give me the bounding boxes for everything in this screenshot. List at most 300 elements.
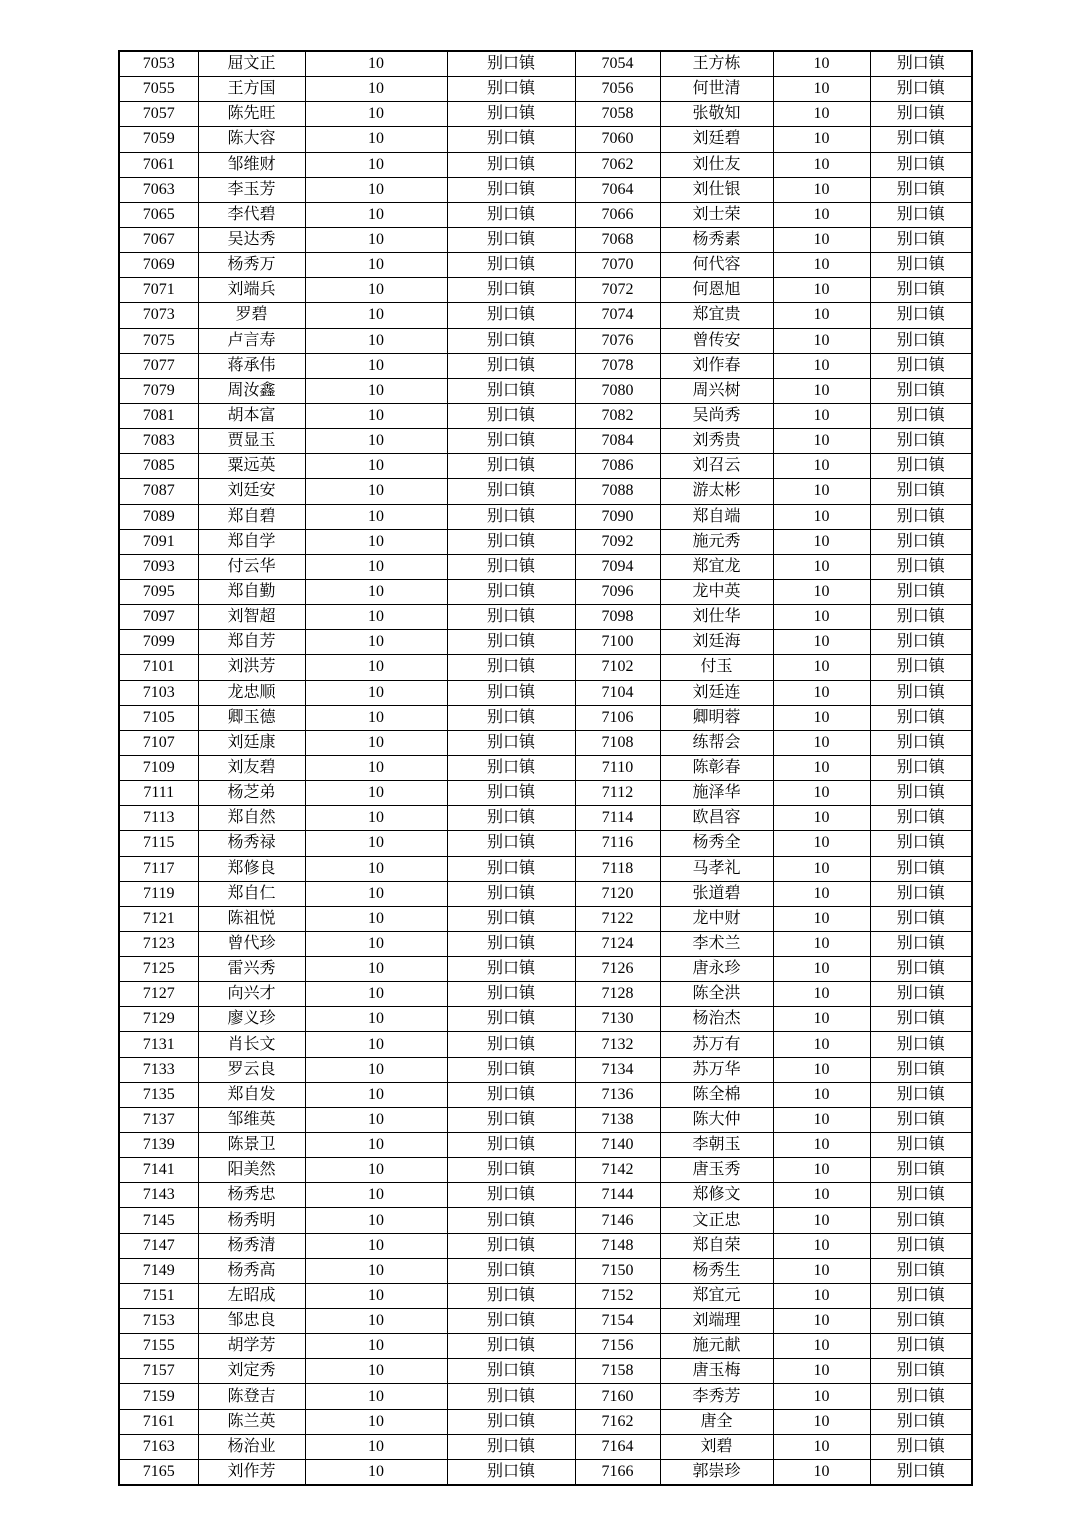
right-id-cell: 7134 — [575, 1057, 660, 1082]
table-row — [119, 856, 972, 881]
right-amount-cell: 10 — [773, 730, 870, 755]
left-name-cell: 郑自然 — [198, 806, 305, 831]
left-amount-cell: 10 — [305, 253, 447, 278]
right-amount-cell: 10 — [773, 378, 870, 403]
left-name-cell: 郑自发 — [198, 1082, 305, 1107]
left-name-cell: 胡本富 — [198, 403, 305, 428]
right-id-cell: 7144 — [575, 1183, 660, 1208]
left-id-cell: 7053 — [119, 51, 198, 77]
left-town-cell: 别口镇 — [447, 1158, 575, 1183]
right-name-cell: 唐玉秀 — [660, 1158, 773, 1183]
left-id-cell: 7133 — [119, 1057, 198, 1082]
left-id-cell: 7081 — [119, 403, 198, 428]
right-town-cell: 别口镇 — [870, 278, 972, 303]
right-town-cell: 别口镇 — [870, 1409, 972, 1434]
right-amount-cell: 10 — [773, 253, 870, 278]
right-town-cell: 别口镇 — [870, 504, 972, 529]
left-name-cell: 陈祖悦 — [198, 906, 305, 931]
left-town-cell: 别口镇 — [447, 504, 575, 529]
table-row — [119, 1107, 972, 1132]
left-town-cell: 别口镇 — [447, 328, 575, 353]
left-amount-cell: 10 — [305, 605, 447, 630]
left-name-cell: 周汝鑫 — [198, 378, 305, 403]
table-row — [119, 1309, 972, 1334]
left-name-cell: 左昭成 — [198, 1283, 305, 1308]
right-id-cell: 7116 — [575, 831, 660, 856]
right-id-cell: 7130 — [575, 1007, 660, 1032]
right-id-cell: 7094 — [575, 554, 660, 579]
left-amount-cell: 10 — [305, 1459, 447, 1485]
right-name-cell: 杨秀素 — [660, 227, 773, 252]
right-id-cell: 7072 — [575, 278, 660, 303]
right-name-cell: 刘作春 — [660, 353, 773, 378]
right-name-cell: 欧昌容 — [660, 806, 773, 831]
left-amount-cell: 10 — [305, 1158, 447, 1183]
right-town-cell: 别口镇 — [870, 579, 972, 604]
right-name-cell: 曾传安 — [660, 328, 773, 353]
right-amount-cell: 10 — [773, 1133, 870, 1158]
left-amount-cell: 10 — [305, 303, 447, 328]
left-id-cell: 7061 — [119, 152, 198, 177]
right-town-cell: 别口镇 — [870, 77, 972, 102]
table-row — [119, 806, 972, 831]
right-town-cell: 别口镇 — [870, 1007, 972, 1032]
left-id-cell: 7073 — [119, 303, 198, 328]
right-town-cell: 别口镇 — [870, 1334, 972, 1359]
right-town-cell: 别口镇 — [870, 529, 972, 554]
right-id-cell: 7078 — [575, 353, 660, 378]
right-town-cell: 别口镇 — [870, 353, 972, 378]
left-id-cell: 7155 — [119, 1334, 198, 1359]
right-amount-cell: 10 — [773, 227, 870, 252]
left-town-cell: 别口镇 — [447, 127, 575, 152]
left-name-cell: 吴达秀 — [198, 227, 305, 252]
left-amount-cell: 10 — [305, 1409, 447, 1434]
left-town-cell: 别口镇 — [447, 705, 575, 730]
table-row — [119, 127, 972, 152]
right-name-cell: 何代容 — [660, 253, 773, 278]
right-id-cell: 7056 — [575, 77, 660, 102]
left-name-cell: 邹维财 — [198, 152, 305, 177]
left-town-cell: 别口镇 — [447, 856, 575, 881]
left-town-cell: 别口镇 — [447, 51, 575, 77]
table-row — [119, 253, 972, 278]
right-name-cell: 刘廷碧 — [660, 127, 773, 152]
right-name-cell: 陈全洪 — [660, 982, 773, 1007]
left-town-cell: 别口镇 — [447, 1057, 575, 1082]
right-id-cell: 7058 — [575, 102, 660, 127]
left-town-cell: 别口镇 — [447, 303, 575, 328]
right-town-cell: 别口镇 — [870, 1057, 972, 1082]
right-town-cell: 别口镇 — [870, 655, 972, 680]
left-name-cell: 杨秀清 — [198, 1233, 305, 1258]
left-amount-cell: 10 — [305, 1309, 447, 1334]
table-row — [119, 529, 972, 554]
left-id-cell: 7159 — [119, 1384, 198, 1409]
right-amount-cell: 10 — [773, 303, 870, 328]
left-amount-cell: 10 — [305, 152, 447, 177]
left-name-cell: 陈先旺 — [198, 102, 305, 127]
right-amount-cell: 10 — [773, 781, 870, 806]
right-town-cell: 别口镇 — [870, 605, 972, 630]
right-amount-cell: 10 — [773, 328, 870, 353]
right-amount-cell: 10 — [773, 680, 870, 705]
right-amount-cell: 10 — [773, 1233, 870, 1258]
left-id-cell: 7065 — [119, 202, 198, 227]
left-name-cell: 罗云良 — [198, 1057, 305, 1082]
right-id-cell: 7166 — [575, 1459, 660, 1485]
right-amount-cell: 10 — [773, 705, 870, 730]
right-amount-cell: 10 — [773, 1434, 870, 1459]
right-amount-cell: 10 — [773, 1158, 870, 1183]
right-id-cell: 7098 — [575, 605, 660, 630]
left-town-cell: 别口镇 — [447, 655, 575, 680]
right-amount-cell: 10 — [773, 77, 870, 102]
left-name-cell: 付云华 — [198, 554, 305, 579]
right-id-cell: 7126 — [575, 957, 660, 982]
left-id-cell: 7139 — [119, 1133, 198, 1158]
right-amount-cell: 10 — [773, 1409, 870, 1434]
right-town-cell: 别口镇 — [870, 982, 972, 1007]
right-name-cell: 苏万有 — [660, 1032, 773, 1057]
right-amount-cell: 10 — [773, 579, 870, 604]
table-row — [119, 1384, 972, 1409]
left-id-cell: 7093 — [119, 554, 198, 579]
left-name-cell: 刘友碧 — [198, 755, 305, 780]
right-id-cell: 7086 — [575, 454, 660, 479]
right-town-cell: 别口镇 — [870, 403, 972, 428]
left-amount-cell: 10 — [305, 1057, 447, 1082]
right-name-cell: 刘仕华 — [660, 605, 773, 630]
left-amount-cell: 10 — [305, 51, 447, 77]
right-name-cell: 张敬知 — [660, 102, 773, 127]
right-town-cell: 别口镇 — [870, 1107, 972, 1132]
left-amount-cell: 10 — [305, 1334, 447, 1359]
left-amount-cell: 10 — [305, 755, 447, 780]
table-row — [119, 227, 972, 252]
left-name-cell: 邹忠良 — [198, 1309, 305, 1334]
left-id-cell: 7109 — [119, 755, 198, 780]
left-town-cell: 别口镇 — [447, 881, 575, 906]
right-name-cell: 王方栋 — [660, 51, 773, 77]
table-row — [119, 906, 972, 931]
left-id-cell: 7129 — [119, 1007, 198, 1032]
left-id-cell: 7075 — [119, 328, 198, 353]
left-town-cell: 别口镇 — [447, 1233, 575, 1258]
right-town-cell: 别口镇 — [870, 227, 972, 252]
table-row — [119, 655, 972, 680]
right-id-cell: 7160 — [575, 1384, 660, 1409]
right-amount-cell: 10 — [773, 152, 870, 177]
right-amount-cell: 10 — [773, 1359, 870, 1384]
right-town-cell: 别口镇 — [870, 202, 972, 227]
table-row — [119, 1082, 972, 1107]
left-name-cell: 刘洪芳 — [198, 655, 305, 680]
table-row — [119, 1133, 972, 1158]
left-id-cell: 7165 — [119, 1459, 198, 1485]
right-amount-cell: 10 — [773, 1384, 870, 1409]
left-name-cell: 刘端兵 — [198, 278, 305, 303]
right-amount-cell: 10 — [773, 831, 870, 856]
left-town-cell: 别口镇 — [447, 579, 575, 604]
left-town-cell: 别口镇 — [447, 1309, 575, 1334]
right-town-cell: 别口镇 — [870, 102, 972, 127]
right-amount-cell: 10 — [773, 353, 870, 378]
left-id-cell: 7127 — [119, 982, 198, 1007]
left-name-cell: 王方国 — [198, 77, 305, 102]
left-town-cell: 别口镇 — [447, 806, 575, 831]
left-town-cell: 别口镇 — [447, 1384, 575, 1409]
left-amount-cell: 10 — [305, 881, 447, 906]
right-id-cell: 7122 — [575, 906, 660, 931]
left-name-cell: 刘智超 — [198, 605, 305, 630]
right-name-cell: 李朝玉 — [660, 1133, 773, 1158]
left-id-cell: 7135 — [119, 1082, 198, 1107]
right-town-cell: 别口镇 — [870, 1208, 972, 1233]
left-amount-cell: 10 — [305, 781, 447, 806]
left-town-cell: 别口镇 — [447, 931, 575, 956]
left-amount-cell: 10 — [305, 403, 447, 428]
right-name-cell: 何世清 — [660, 77, 773, 102]
right-name-cell: 吴尚秀 — [660, 403, 773, 428]
right-amount-cell: 10 — [773, 806, 870, 831]
right-town-cell: 别口镇 — [870, 781, 972, 806]
right-amount-cell: 10 — [773, 755, 870, 780]
right-name-cell: 文正忠 — [660, 1208, 773, 1233]
left-amount-cell: 10 — [305, 454, 447, 479]
right-amount-cell: 10 — [773, 1107, 870, 1132]
right-town-cell: 别口镇 — [870, 705, 972, 730]
table-row — [119, 1283, 972, 1308]
right-id-cell: 7084 — [575, 429, 660, 454]
left-town-cell: 别口镇 — [447, 1007, 575, 1032]
right-town-cell: 别口镇 — [870, 755, 972, 780]
right-name-cell: 刘士荣 — [660, 202, 773, 227]
right-name-cell: 卿明蓉 — [660, 705, 773, 730]
right-amount-cell: 10 — [773, 278, 870, 303]
left-amount-cell: 10 — [305, 77, 447, 102]
table-row — [119, 1208, 972, 1233]
right-name-cell: 唐玉梅 — [660, 1359, 773, 1384]
right-name-cell: 龙中财 — [660, 906, 773, 931]
left-name-cell: 蒋承伟 — [198, 353, 305, 378]
right-name-cell: 施元秀 — [660, 529, 773, 554]
right-town-cell: 别口镇 — [870, 152, 972, 177]
left-name-cell: 陈登吉 — [198, 1384, 305, 1409]
left-town-cell: 别口镇 — [447, 680, 575, 705]
right-town-cell: 别口镇 — [870, 1459, 972, 1485]
left-id-cell: 7149 — [119, 1258, 198, 1283]
left-town-cell: 别口镇 — [447, 1258, 575, 1283]
right-id-cell: 7148 — [575, 1233, 660, 1258]
left-name-cell: 郑自学 — [198, 529, 305, 554]
left-id-cell: 7089 — [119, 504, 198, 529]
left-town-cell: 别口镇 — [447, 605, 575, 630]
left-name-cell: 屈文正 — [198, 51, 305, 77]
left-name-cell: 肖长文 — [198, 1032, 305, 1057]
left-id-cell: 7113 — [119, 806, 198, 831]
left-town-cell: 别口镇 — [447, 529, 575, 554]
left-id-cell: 7143 — [119, 1183, 198, 1208]
right-name-cell: 刘召云 — [660, 454, 773, 479]
right-town-cell: 别口镇 — [870, 1233, 972, 1258]
right-id-cell: 7108 — [575, 730, 660, 755]
table-row — [119, 1459, 972, 1485]
right-id-cell: 7100 — [575, 630, 660, 655]
table-row — [119, 1032, 972, 1057]
left-name-cell: 杨秀高 — [198, 1258, 305, 1283]
table-row — [119, 931, 972, 956]
right-name-cell: 杨秀全 — [660, 831, 773, 856]
right-id-cell: 7060 — [575, 127, 660, 152]
left-id-cell: 7097 — [119, 605, 198, 630]
table-row — [119, 705, 972, 730]
right-name-cell: 杨治杰 — [660, 1007, 773, 1032]
left-id-cell: 7145 — [119, 1208, 198, 1233]
right-town-cell: 别口镇 — [870, 680, 972, 705]
table-row — [119, 1183, 972, 1208]
table-row — [119, 1007, 972, 1032]
right-name-cell: 刘廷海 — [660, 630, 773, 655]
left-amount-cell: 10 — [305, 378, 447, 403]
left-id-cell: 7163 — [119, 1434, 198, 1459]
left-id-cell: 7055 — [119, 77, 198, 102]
right-name-cell: 何恩旭 — [660, 278, 773, 303]
left-town-cell: 别口镇 — [447, 227, 575, 252]
left-amount-cell: 10 — [305, 730, 447, 755]
left-id-cell: 7125 — [119, 957, 198, 982]
right-town-cell: 别口镇 — [870, 328, 972, 353]
right-town-cell: 别口镇 — [870, 253, 972, 278]
table-row — [119, 755, 972, 780]
left-amount-cell: 10 — [305, 705, 447, 730]
left-name-cell: 郑自仁 — [198, 881, 305, 906]
left-amount-cell: 10 — [305, 1384, 447, 1409]
table-row — [119, 1434, 972, 1459]
right-id-cell: 7132 — [575, 1032, 660, 1057]
left-amount-cell: 10 — [305, 278, 447, 303]
left-id-cell: 7095 — [119, 579, 198, 604]
right-amount-cell: 10 — [773, 127, 870, 152]
left-amount-cell: 10 — [305, 1183, 447, 1208]
left-amount-cell: 10 — [305, 227, 447, 252]
right-amount-cell: 10 — [773, 931, 870, 956]
right-name-cell: 郑宜贵 — [660, 303, 773, 328]
table-row — [119, 1258, 972, 1283]
right-amount-cell: 10 — [773, 655, 870, 680]
left-id-cell: 7063 — [119, 177, 198, 202]
left-id-cell: 7121 — [119, 906, 198, 931]
right-town-cell: 别口镇 — [870, 378, 972, 403]
left-id-cell: 7111 — [119, 781, 198, 806]
right-name-cell: 李秀芳 — [660, 1384, 773, 1409]
left-name-cell: 卿玉德 — [198, 705, 305, 730]
left-id-cell: 7083 — [119, 429, 198, 454]
left-town-cell: 别口镇 — [447, 630, 575, 655]
right-name-cell: 郑宜元 — [660, 1283, 773, 1308]
right-name-cell: 郑宜龙 — [660, 554, 773, 579]
left-amount-cell: 10 — [305, 529, 447, 554]
left-town-cell: 别口镇 — [447, 957, 575, 982]
left-amount-cell: 10 — [305, 931, 447, 956]
left-id-cell: 7069 — [119, 253, 198, 278]
right-id-cell: 7136 — [575, 1082, 660, 1107]
right-amount-cell: 10 — [773, 429, 870, 454]
right-name-cell: 陈大仲 — [660, 1107, 773, 1132]
right-id-cell: 7102 — [575, 655, 660, 680]
table-row — [119, 202, 972, 227]
table-row — [119, 429, 972, 454]
table-row — [119, 1158, 972, 1183]
left-id-cell: 7079 — [119, 378, 198, 403]
left-name-cell: 罗碧 — [198, 303, 305, 328]
right-amount-cell: 10 — [773, 1183, 870, 1208]
left-name-cell: 杨秀万 — [198, 253, 305, 278]
left-town-cell: 别口镇 — [447, 202, 575, 227]
right-id-cell: 7080 — [575, 378, 660, 403]
right-town-cell: 别口镇 — [870, 479, 972, 504]
left-town-cell: 别口镇 — [447, 554, 575, 579]
right-id-cell: 7128 — [575, 982, 660, 1007]
left-amount-cell: 10 — [305, 1032, 447, 1057]
right-name-cell: 李术兰 — [660, 931, 773, 956]
left-town-cell: 别口镇 — [447, 906, 575, 931]
table-row — [119, 102, 972, 127]
left-town-cell: 别口镇 — [447, 403, 575, 428]
right-id-cell: 7140 — [575, 1133, 660, 1158]
right-amount-cell: 10 — [773, 554, 870, 579]
left-amount-cell: 10 — [305, 856, 447, 881]
right-name-cell: 刘仕银 — [660, 177, 773, 202]
right-town-cell: 别口镇 — [870, 1283, 972, 1308]
right-amount-cell: 10 — [773, 403, 870, 428]
table-row — [119, 630, 972, 655]
roster-table — [118, 50, 973, 1486]
left-id-cell: 7115 — [119, 831, 198, 856]
left-name-cell: 刘定秀 — [198, 1359, 305, 1384]
left-town-cell: 别口镇 — [447, 479, 575, 504]
left-amount-cell: 10 — [305, 579, 447, 604]
left-town-cell: 别口镇 — [447, 982, 575, 1007]
left-town-cell: 别口镇 — [447, 1183, 575, 1208]
right-town-cell: 别口镇 — [870, 1133, 972, 1158]
right-town-cell: 别口镇 — [870, 1384, 972, 1409]
right-town-cell: 别口镇 — [870, 51, 972, 77]
left-name-cell: 刘廷康 — [198, 730, 305, 755]
table-row — [119, 605, 972, 630]
left-town-cell: 别口镇 — [447, 378, 575, 403]
left-town-cell: 别口镇 — [447, 755, 575, 780]
right-id-cell: 7158 — [575, 1359, 660, 1384]
left-name-cell: 杨治业 — [198, 1434, 305, 1459]
left-town-cell: 别口镇 — [447, 781, 575, 806]
left-id-cell: 7059 — [119, 127, 198, 152]
left-town-cell: 别口镇 — [447, 253, 575, 278]
left-town-cell: 别口镇 — [447, 1283, 575, 1308]
right-name-cell: 张道碧 — [660, 881, 773, 906]
left-amount-cell: 10 — [305, 655, 447, 680]
right-amount-cell: 10 — [773, 957, 870, 982]
right-id-cell: 7096 — [575, 579, 660, 604]
right-name-cell: 刘碧 — [660, 1434, 773, 1459]
right-id-cell: 7156 — [575, 1334, 660, 1359]
right-id-cell: 7076 — [575, 328, 660, 353]
left-id-cell: 7161 — [119, 1409, 198, 1434]
right-amount-cell: 10 — [773, 1334, 870, 1359]
left-amount-cell: 10 — [305, 1208, 447, 1233]
right-amount-cell: 10 — [773, 1032, 870, 1057]
right-amount-cell: 10 — [773, 51, 870, 77]
